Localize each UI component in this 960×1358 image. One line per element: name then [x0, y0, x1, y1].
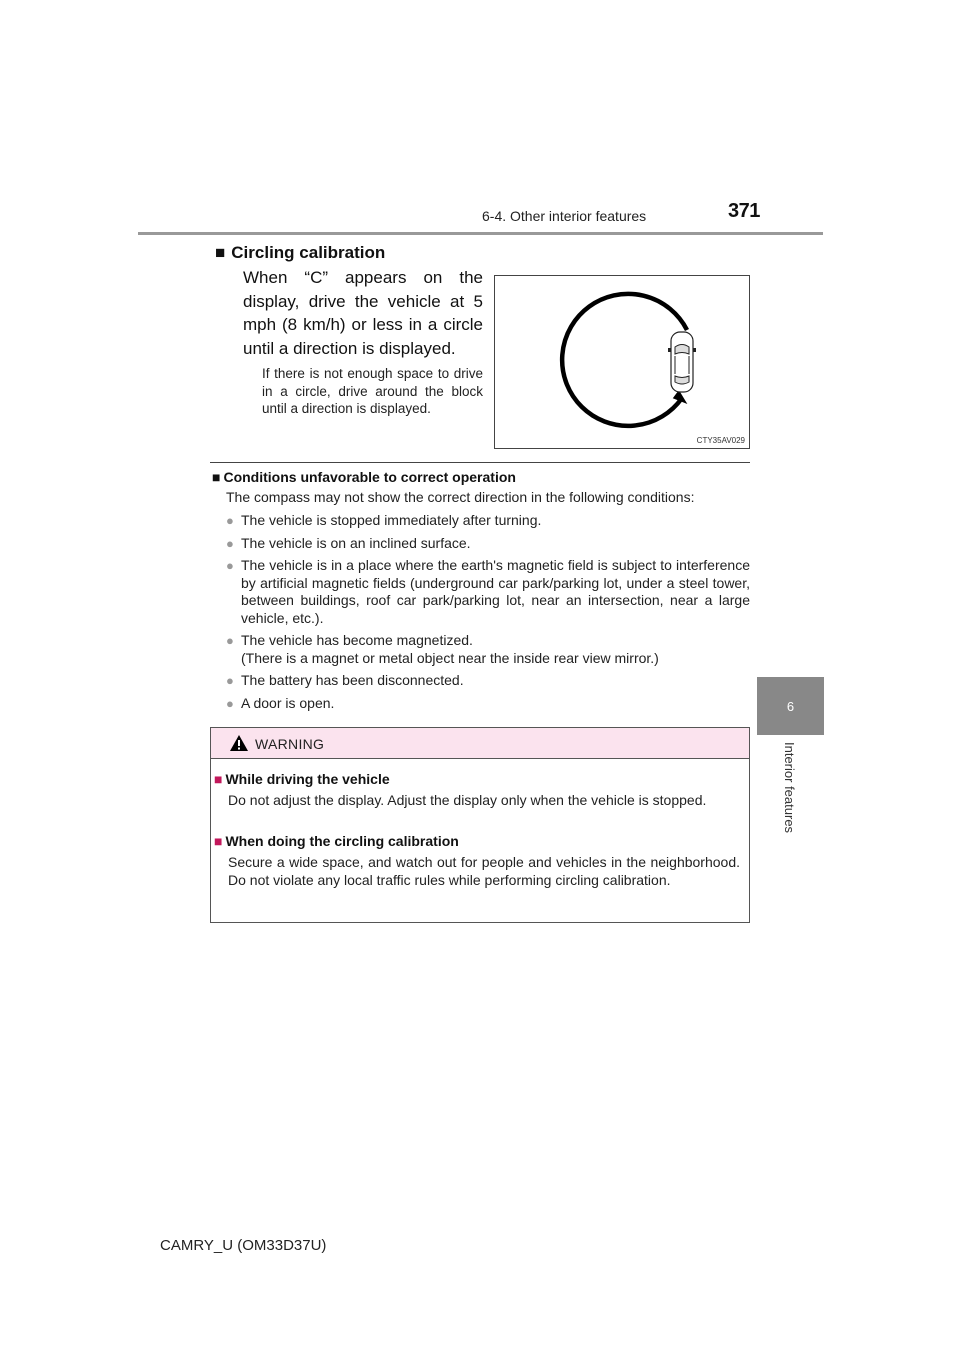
- car-icon: [668, 332, 696, 392]
- conditions-list: [226, 512, 750, 717]
- chapter-label: [778, 742, 802, 842]
- square-bullet-icon: ■: [214, 833, 223, 849]
- circling-title: [215, 243, 385, 263]
- square-bullet-icon: ■: [212, 469, 221, 485]
- header-section: 6-4. Other interior features: [482, 208, 647, 224]
- figure-code: CTY35AV029: [696, 436, 745, 445]
- warning-box: [210, 727, 750, 923]
- list-item: ● The vehicle is stopped immediately after turning.: [226, 512, 750, 530]
- list-item: ● The vehicle is on an inclined surface.: [226, 535, 750, 553]
- warning-header: [211, 728, 749, 759]
- circle-path: [562, 294, 687, 426]
- conditions-title: [212, 469, 516, 485]
- section-divider: [210, 462, 750, 463]
- conditions-intro: The compass may not show the correct direction in the following conditions:: [226, 489, 695, 505]
- list-item: [226, 632, 750, 667]
- list-item-line1: The vehicle has become magnetized.: [241, 632, 473, 648]
- circling-text: When “C” appears on the display, drive the vehicle at 5 mph (8 km/h) or less in a circle until a direction is displayed.: [243, 268, 483, 358]
- list-item: ● The vehicle is in a place where the earth's magnetic field is subject to interference by artificial magnetic fields (underground car park/parking lot, under a steel tower, between buildings, roof car park/parking lot, near an intersection, near a large vehicle, etc.).: [226, 557, 750, 627]
- list-item: ● The battery has been disconnected.: [226, 672, 750, 690]
- conditions-title-text: Conditions unfavorable to correct operation: [223, 469, 516, 485]
- circling-title-text: Circling calibration: [231, 243, 386, 262]
- warning-triangle-icon: [229, 734, 249, 752]
- list-item-line2: (There is a magnet or metal object near the inside rear view mirror.): [241, 649, 659, 666]
- warning-item-title: ■ When doing the circling calibration: [214, 833, 459, 849]
- list-item: ● A door is open.: [226, 695, 750, 713]
- car-circle-diagram-icon: [495, 276, 751, 450]
- square-bullet-icon: ■: [214, 771, 223, 787]
- chapter-number: 6: [786, 699, 795, 714]
- warning-label: WARNING: [255, 736, 325, 752]
- calibration-figure: [494, 275, 750, 449]
- footer-doc-id: CAMRY_U (OM33D37U): [160, 1237, 327, 1254]
- warning-item-text: Do not adjust the display. Adjust the display only when the vehicle is stopped.: [228, 792, 707, 808]
- chapter-label-text: Interior features: [782, 742, 797, 834]
- header-rule: [138, 232, 823, 235]
- page-number: 371: [728, 200, 760, 222]
- warning-item-text: Secure a wide space, and watch out for people and vehicles in the neighborhood. Do not violate any local traffic rules while performing circling calibration.: [228, 854, 740, 888]
- circling-note: If there is not enough space to drive in a circle, drive around the block until a direction is displayed.: [262, 366, 483, 416]
- chapter-tab: [757, 677, 824, 735]
- warning-item-title: ■ While driving the vehicle: [214, 771, 390, 787]
- square-bullet-icon: ■: [215, 243, 226, 262]
